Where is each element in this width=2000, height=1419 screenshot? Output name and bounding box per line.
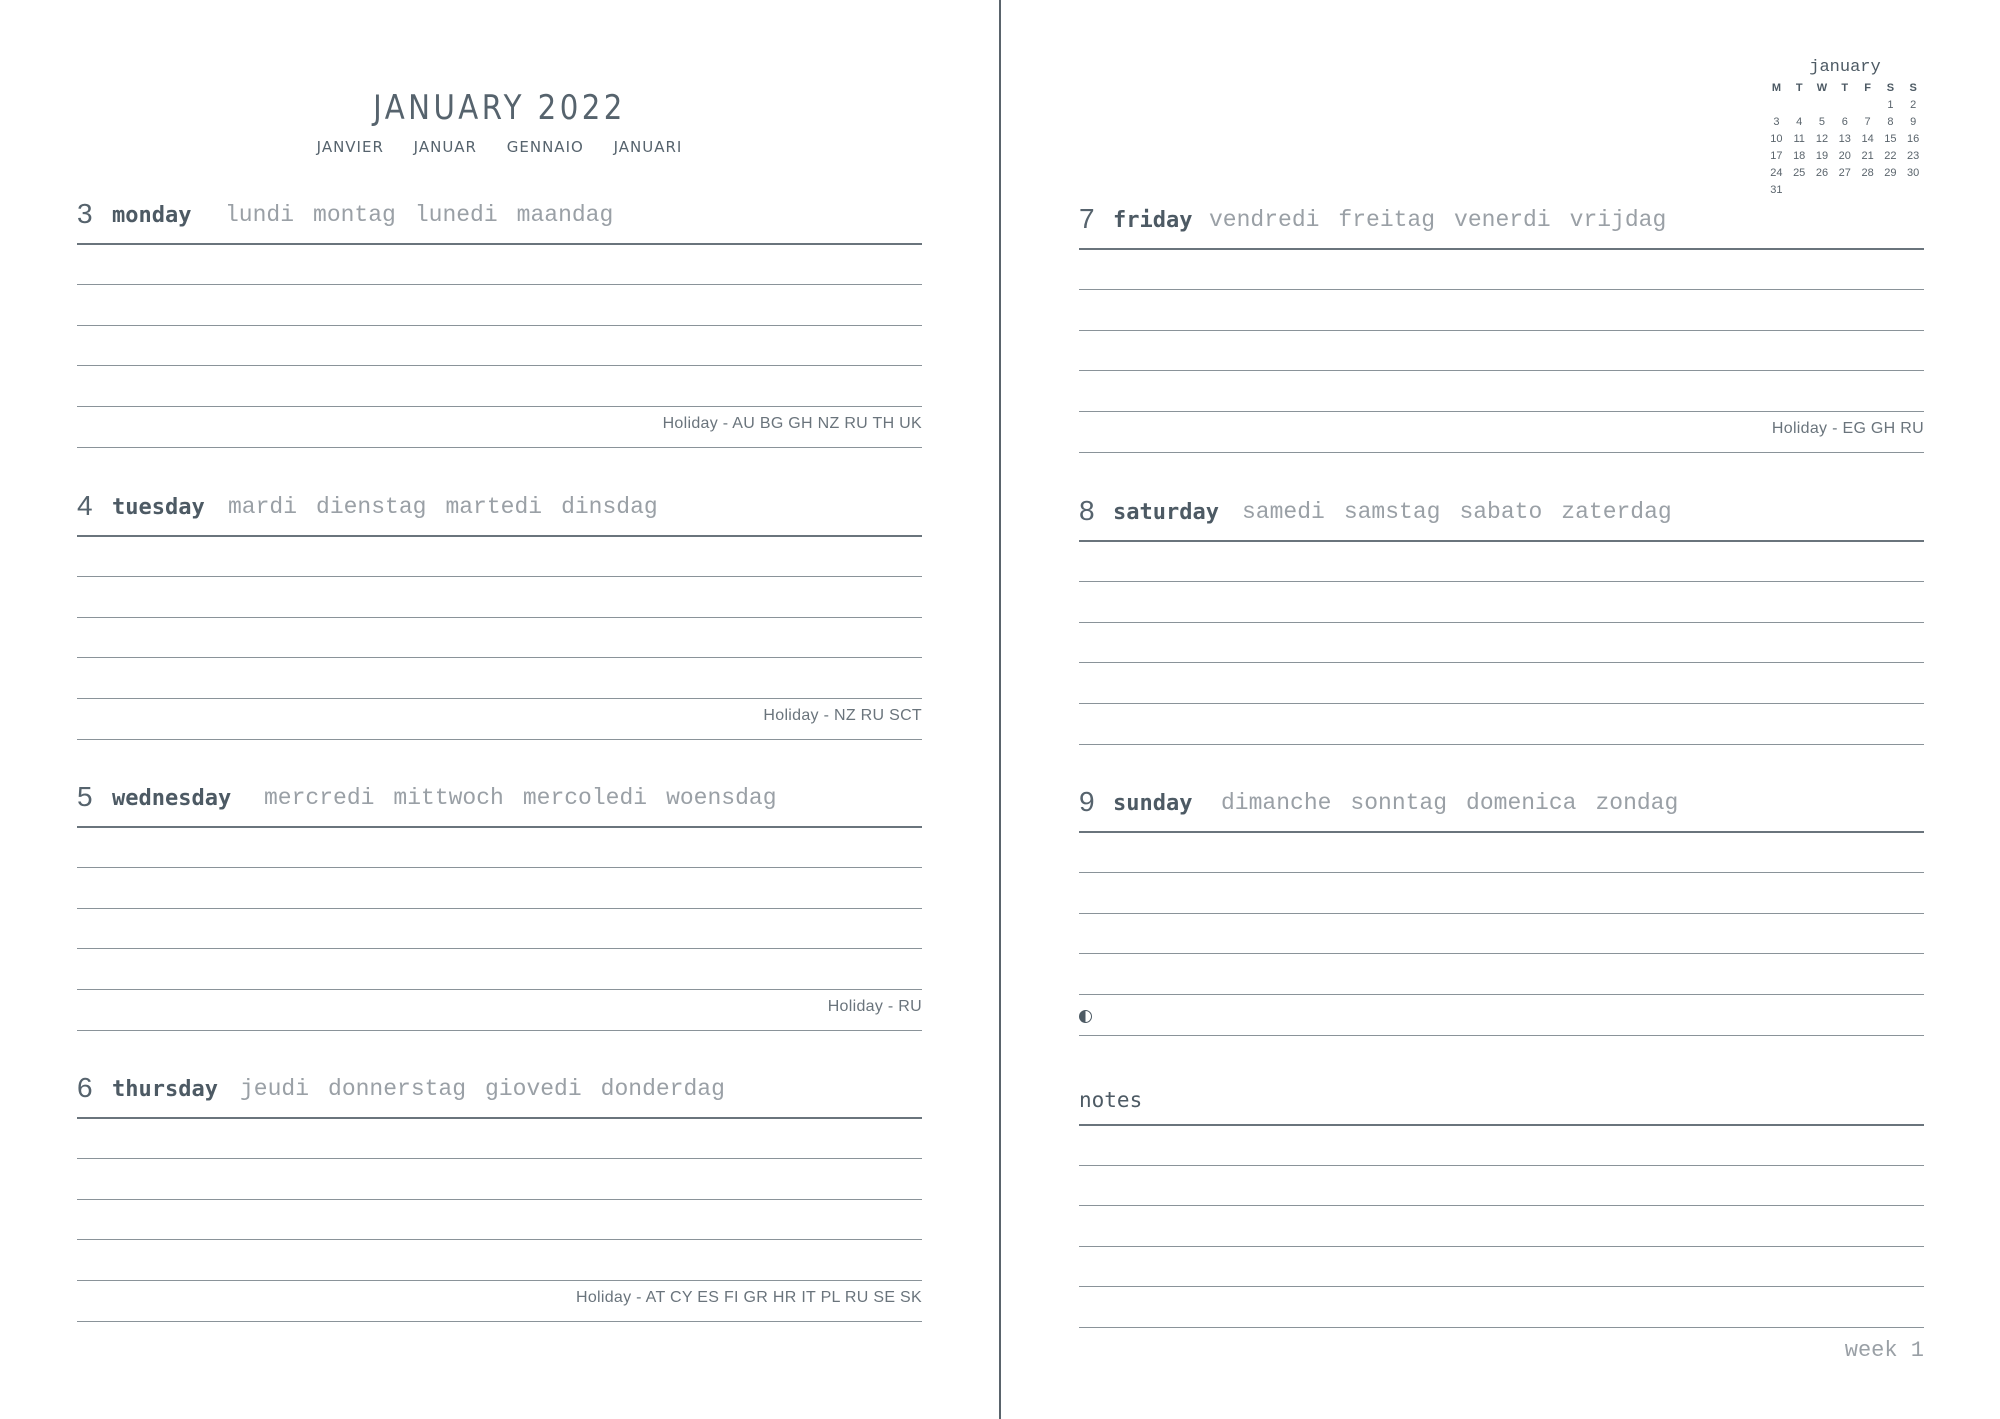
notes-title: notes [1079, 1088, 1143, 1112]
mini-calendar-day: 15 [1884, 133, 1897, 145]
notes-line[interactable] [1079, 1165, 1924, 1166]
day-block-monday [77, 196, 922, 456]
writing-line[interactable] [77, 1030, 922, 1031]
notes-line[interactable] [1079, 1286, 1924, 1287]
day-number: 5 [77, 781, 93, 812]
writing-line[interactable] [77, 1321, 922, 1322]
writing-line[interactable] [77, 447, 922, 448]
day-translations: lundi montag lunedi maandag [225, 202, 614, 228]
writing-line[interactable] [1079, 622, 1924, 623]
right-page [1079, 0, 1924, 1419]
day-number: 8 [1079, 495, 1095, 526]
day-number: 6 [77, 1072, 93, 1103]
writing-line[interactable] [77, 284, 922, 285]
holiday-note: Holiday - NZ RU SCT [763, 707, 922, 724]
day-number: 9 [1079, 786, 1095, 817]
month-subtitle-de: JANUAR [413, 138, 477, 156]
writing-line[interactable] [77, 948, 922, 949]
mini-calendar-day: 30 [1907, 167, 1920, 179]
day-name: wednesday [112, 786, 232, 811]
mini-calendar-day: 9 [1910, 116, 1917, 128]
mini-calendar-day: 23 [1907, 150, 1920, 162]
day-block-thursday [77, 1070, 922, 1330]
writing-line[interactable] [77, 1158, 922, 1159]
month-subtitle-nl: JANUARI [613, 138, 683, 156]
writing-line[interactable] [1079, 289, 1924, 290]
mini-calendar-day [1833, 98, 1856, 113]
writing-line[interactable] [1079, 744, 1924, 745]
mini-calendar-weekday: T [1841, 82, 1849, 94]
mini-calendar-day [1788, 183, 1811, 198]
writing-line[interactable] [77, 1199, 922, 1200]
day-translations: mardi dienstag martedi dinsdag [228, 494, 658, 520]
month-subtitle-it: GENNAIO [506, 138, 584, 156]
day-translations: mercredi mittwoch mercoledi woensdag [264, 785, 777, 811]
writing-line[interactable] [1079, 662, 1924, 663]
mini-calendar-day: 7 [1864, 116, 1871, 128]
writing-line[interactable] [1079, 1035, 1924, 1036]
mini-calendar-day: 18 [1793, 150, 1806, 162]
mini-calendar-day: 8 [1887, 116, 1894, 128]
mini-calendar-day: 16 [1907, 133, 1920, 145]
writing-line[interactable] [77, 657, 922, 658]
mini-calendar-day: 22 [1884, 150, 1897, 162]
mini-calendar-day: 4 [1796, 116, 1803, 128]
mini-calendar-day: 10 [1770, 133, 1783, 145]
notes-line[interactable] [1079, 1205, 1924, 1206]
mini-calendar-day: 11 [1793, 133, 1805, 145]
mini-calendar-day: 29 [1884, 167, 1897, 179]
writing-line[interactable] [77, 908, 922, 909]
writing-line[interactable] [1079, 330, 1924, 331]
mini-calendar-day: 20 [1838, 150, 1851, 162]
writing-line[interactable] [1079, 370, 1924, 371]
day-translations: jeudi donnerstag giovedi donderdag [240, 1076, 725, 1102]
day-number: 4 [77, 490, 93, 521]
mini-calendar-day: 2 [1910, 99, 1917, 111]
mini-calendar-weekday: S [1909, 82, 1917, 94]
mini-calendar-day [1856, 183, 1879, 198]
month-subtitle-fr: JANVIER [316, 138, 384, 156]
mini-calendar-day: 25 [1793, 167, 1806, 179]
mini-calendar-day [1856, 98, 1879, 113]
writing-line[interactable] [77, 406, 922, 407]
notes-header-rule [1079, 1124, 1924, 1126]
week-number: week 1 [1844, 1338, 1924, 1363]
mini-calendar-day: 1 [1887, 99, 1894, 111]
writing-line[interactable] [1079, 994, 1924, 995]
mini-calendar-weekday: F [1864, 82, 1871, 94]
writing-line[interactable] [77, 698, 922, 699]
mini-calendar-day [1879, 183, 1902, 198]
day-header-rule [77, 243, 922, 245]
mini-calendar-day [1765, 98, 1788, 113]
mini-calendar-day: 19 [1815, 150, 1829, 162]
day-name: thursday [112, 1077, 218, 1102]
writing-line[interactable] [77, 1239, 922, 1240]
notes-line[interactable] [1079, 1246, 1924, 1247]
writing-line[interactable] [1079, 913, 1924, 914]
writing-line[interactable] [1079, 452, 1924, 453]
writing-line[interactable] [77, 1280, 922, 1281]
day-translations: samedi samstag sabato zaterdag [1242, 499, 1672, 525]
first-quarter-moon-icon [1079, 1010, 1092, 1023]
mini-calendar-day [1833, 183, 1856, 198]
mini-calendar-day: 24 [1770, 167, 1783, 179]
month-subtitles [77, 138, 922, 156]
day-number: 7 [1079, 203, 1095, 234]
mini-calendar-day [1811, 98, 1834, 113]
day-block-sunday [1079, 784, 1924, 1044]
day-translations: dimanche sonntag domenica zondag [1221, 790, 1679, 816]
day-block-tuesday [77, 488, 922, 748]
mini-calendar-day [1902, 183, 1925, 198]
mini-calendar-day [1811, 183, 1834, 198]
mini-calendar-day: 27 [1838, 167, 1851, 179]
day-name: sunday [1113, 791, 1193, 816]
writing-line[interactable] [77, 325, 922, 326]
writing-line[interactable] [77, 617, 922, 618]
page-divider [999, 0, 1001, 1419]
day-translations: vendredi freitag venerdi vrijdag [1209, 207, 1667, 233]
day-header-rule [1079, 831, 1924, 833]
writing-line[interactable] [1079, 703, 1924, 704]
day-header-rule [77, 826, 922, 828]
day-header-rule [77, 535, 922, 537]
writing-line[interactable] [77, 739, 922, 740]
mini-calendar-weekday: T [1795, 82, 1803, 94]
writing-line[interactable] [1079, 872, 1924, 873]
day-name: saturday [1113, 500, 1219, 525]
writing-line[interactable] [77, 365, 922, 366]
notes-line[interactable] [1079, 1327, 1924, 1328]
mini-calendar-day: 3 [1773, 116, 1780, 128]
writing-line[interactable] [1079, 411, 1924, 412]
mini-calendar-weekday: W [1816, 82, 1828, 94]
writing-line[interactable] [77, 989, 922, 990]
holiday-note: Holiday - RU [827, 998, 922, 1015]
mini-calendar-day: 6 [1841, 116, 1848, 128]
mini-calendar-day [1788, 98, 1811, 113]
mini-calendar-day: 13 [1838, 133, 1851, 145]
holiday-note: Holiday - AU BG GH NZ RU TH UK [662, 415, 922, 432]
holiday-note: Holiday - AT CY ES FI GR HR IT PL RU SE SK [575, 1289, 922, 1306]
mini-calendar-day: 17 [1770, 150, 1783, 162]
mini-calendar-day: 26 [1815, 167, 1829, 179]
day-block-friday [1079, 201, 1924, 461]
mini-calendar-day: 21 [1861, 150, 1874, 162]
day-header-rule [1079, 540, 1924, 542]
mini-calendar-day: 31 [1770, 184, 1783, 196]
mini-calendar-day: 5 [1818, 116, 1826, 128]
writing-line[interactable] [1079, 953, 1924, 954]
mini-calendar-weekday: S [1886, 82, 1895, 94]
left-page [77, 0, 922, 1419]
mini-calendar-grid [1765, 81, 1925, 198]
mini-calendar-day: 14 [1861, 133, 1874, 145]
day-block-wednesday [77, 779, 922, 1039]
writing-line[interactable] [77, 867, 922, 868]
day-name: friday [1113, 208, 1193, 233]
day-header-rule [77, 1117, 922, 1119]
mini-calendar-day: 12 [1815, 133, 1829, 145]
mini-calendar-day: 28 [1861, 167, 1874, 179]
month-title: JANUARY 2022 [373, 88, 626, 128]
holiday-note: Holiday - EG GH RU [1771, 420, 1924, 437]
mini-calendar-weekday: M [1771, 82, 1781, 94]
day-number: 3 [77, 198, 93, 229]
notes-block [1079, 1078, 1924, 1378]
day-name: monday [112, 203, 192, 228]
mini-calendar [1765, 58, 1925, 198]
mini-calendar-title: january [1809, 58, 1881, 77]
day-name: tuesday [112, 495, 205, 520]
writing-line[interactable] [77, 576, 922, 577]
day-block-saturday [1079, 493, 1924, 753]
day-header-rule [1079, 248, 1924, 250]
writing-line[interactable] [1079, 581, 1924, 582]
